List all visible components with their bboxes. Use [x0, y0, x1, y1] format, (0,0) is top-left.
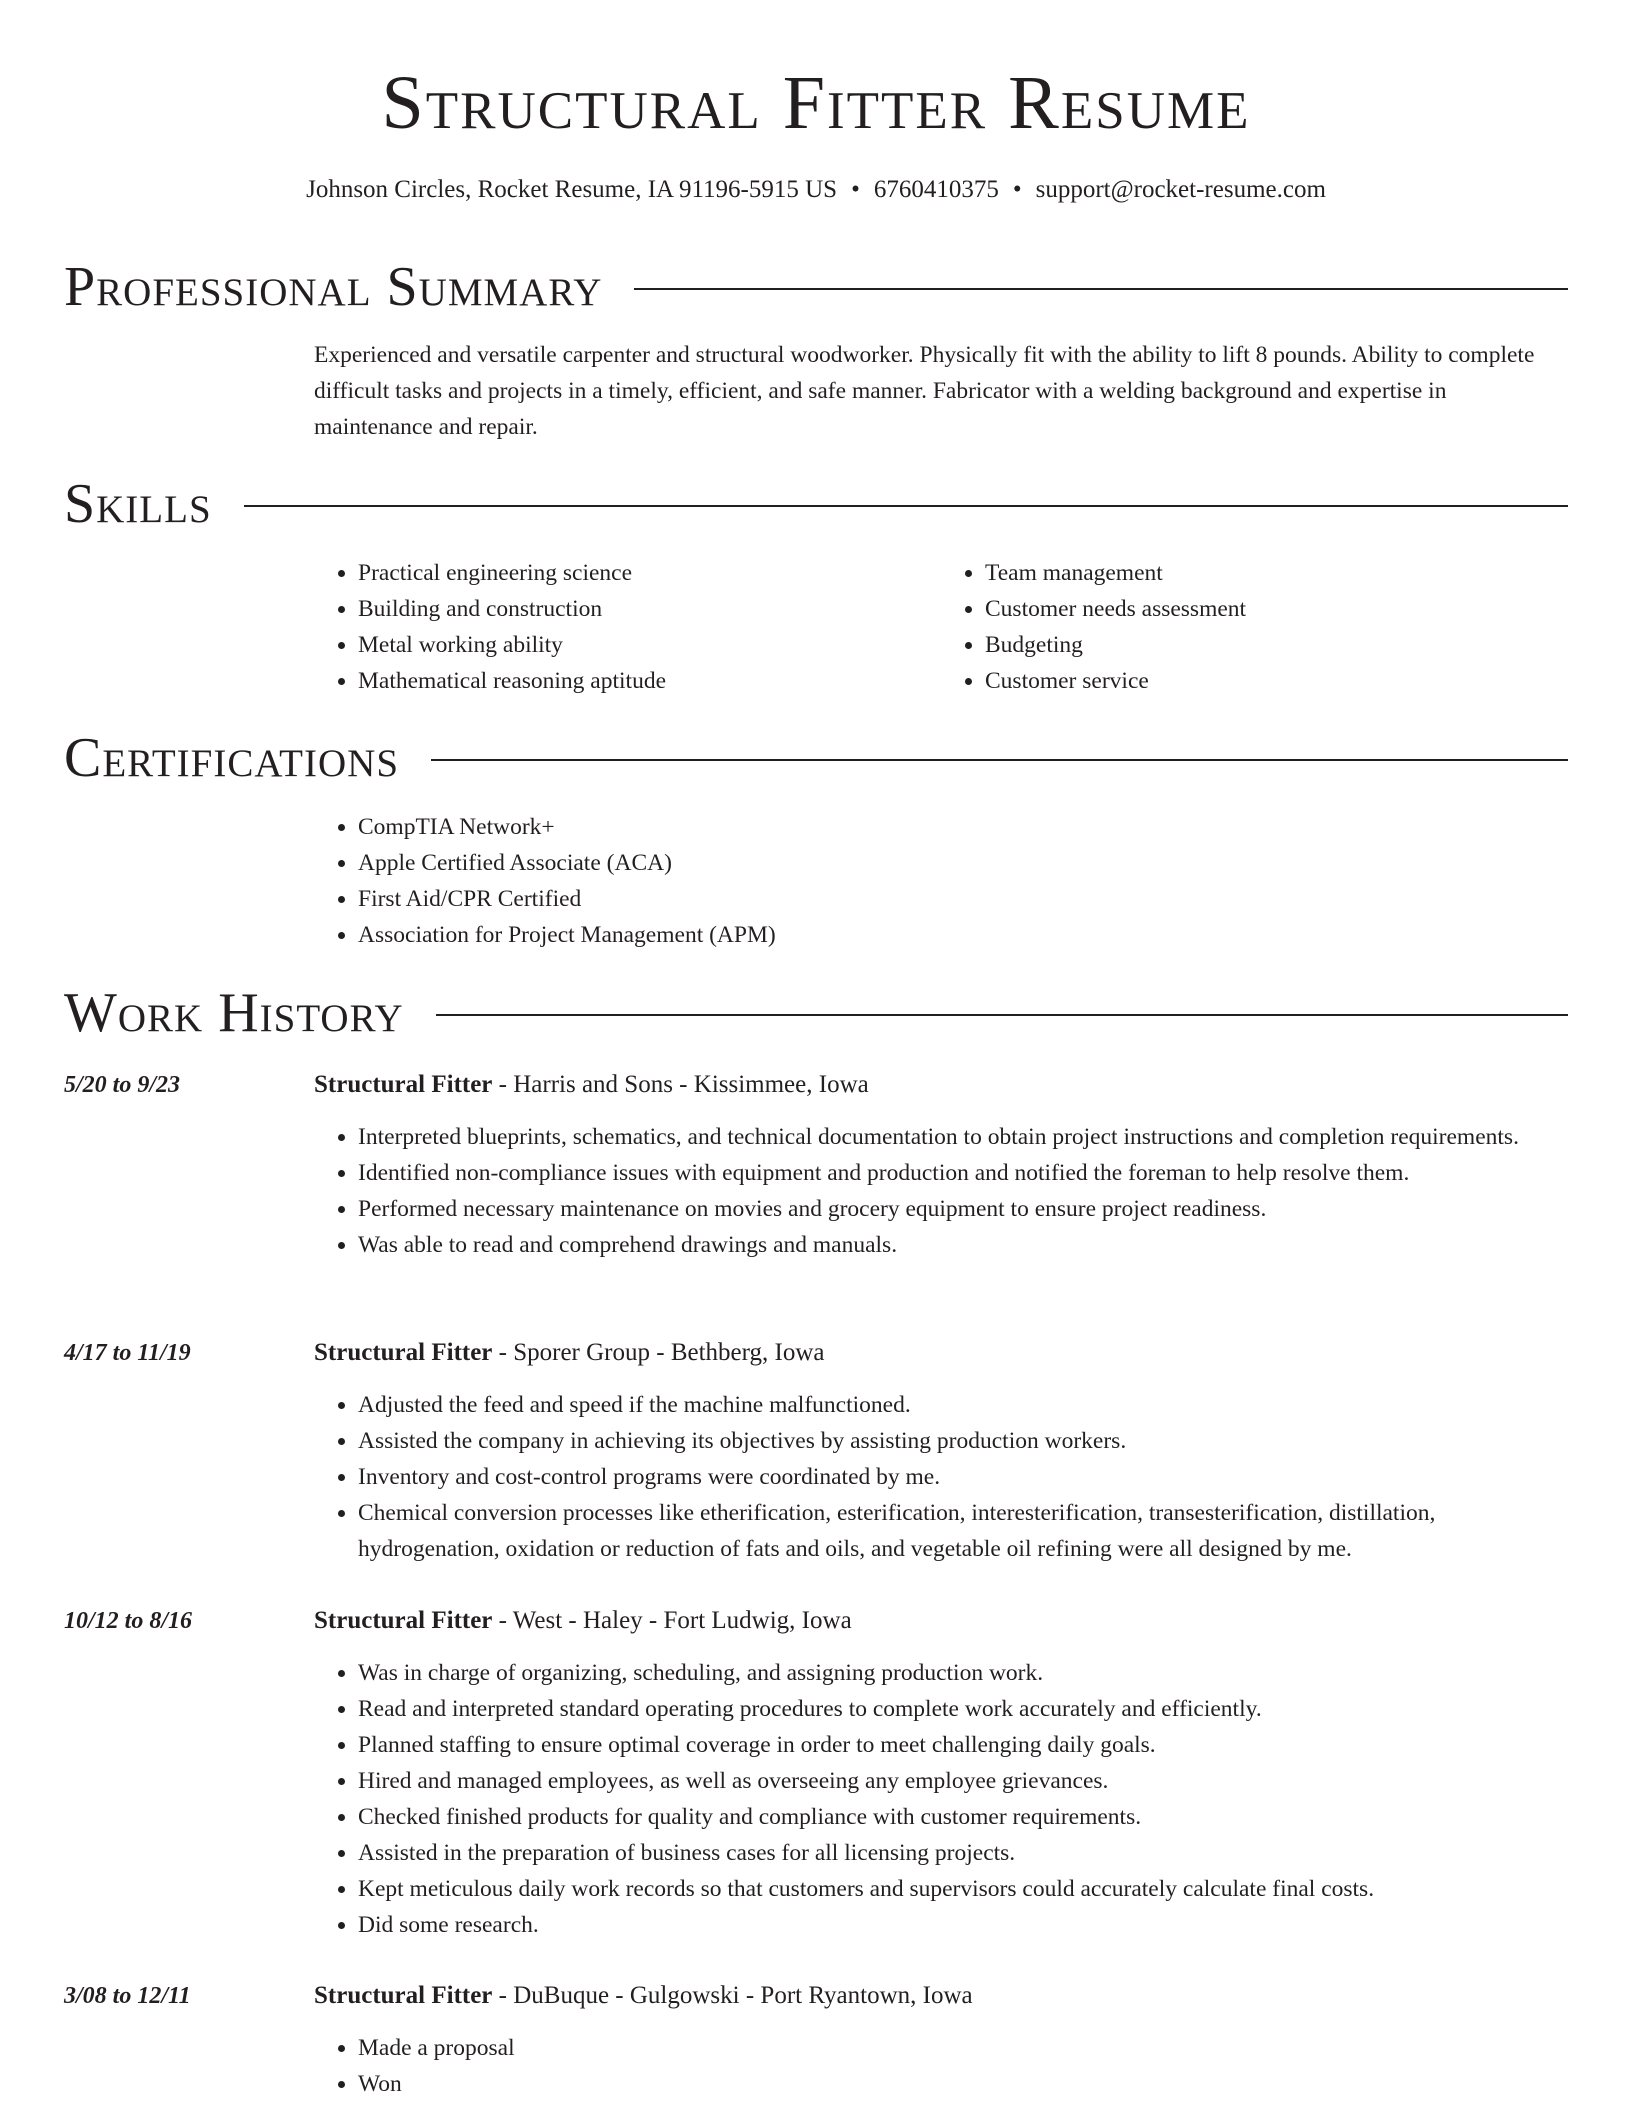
- summary-section-heading: [64, 254, 1568, 320]
- job-bullets: [314, 2030, 1568, 2102]
- skill-item: • Mathematical reasoning aptitude: [358, 663, 941, 699]
- skill-item: • Customer needs assessment: [985, 591, 1568, 627]
- job-bullet: • Chemical conversion processes like etherification, esterification, interesterification, transesterification, distillation, hydrogenation, oxidation or reduction of fats and oils, and vegetable oil refining were all designed by me.: [358, 1495, 1568, 1567]
- job-title: Structural Fitter: [314, 1607, 493, 1634]
- job-bullet: • Adjusted the feed and speed if the machine malfunctioned.: [358, 1387, 1568, 1423]
- job-bullet: • Read and interpreted standard operating procedures to complete work accurately and efficiently.: [358, 1691, 1568, 1727]
- job-bullet: • Identified non-compliance issues with equipment and production and notified the foreman to help resolve them.: [358, 1155, 1568, 1191]
- work-heading: Work History: [64, 982, 404, 1044]
- job-employer: - West - Haley - Fort Ludwig, Iowa: [492, 1607, 852, 1634]
- skill-item: • Team management: [985, 555, 1568, 591]
- skills-heading: Skills: [64, 473, 212, 535]
- job-bullet: • Inventory and cost-control programs were coordinated by me.: [358, 1459, 1568, 1495]
- job-bullet: • Assisted in the preparation of business cases for all licensing projects.: [358, 1835, 1568, 1871]
- job-dates: 3/08 to 12/11: [64, 1983, 191, 2009]
- contact-line: [0, 172, 1632, 208]
- job-title: Structural Fitter: [314, 1982, 493, 2009]
- job-title: Structural Fitter: [314, 1339, 493, 1366]
- job-bullet: • Performed necessary maintenance on movies and grocery equipment to ensure project readiness.: [358, 1191, 1568, 1227]
- certifications-items: [314, 809, 776, 953]
- summary-heading: Professional Summary: [64, 256, 603, 318]
- skill-item: • Metal working ability: [358, 627, 941, 663]
- certifications-section-heading: [64, 725, 1568, 791]
- job-employer: - Harris and Sons - Kissimmee, Iowa: [492, 1071, 869, 1098]
- job-bullet: • Kept meticulous daily work records so that customers and supervisors could accurately calculate final costs.: [358, 1871, 1568, 1907]
- certifications-list: [314, 809, 1568, 953]
- skills-column-left: [314, 555, 941, 699]
- skills-column-right: [941, 555, 1568, 699]
- job-title-line: [314, 1978, 1568, 2014]
- job-title-line: [314, 1603, 1568, 1639]
- job-bullet: • Did some research.: [358, 1907, 1568, 1943]
- certifications-heading: Certifications: [64, 727, 400, 789]
- skill-item: • Customer service: [985, 663, 1568, 699]
- job-title-line: [314, 1067, 1568, 1103]
- work-section-heading: [64, 980, 1568, 1046]
- skill-item: • Practical engineering science: [358, 555, 941, 591]
- separator: •: [1012, 176, 1022, 203]
- certification-item: • Association for Project Management (APM): [358, 917, 776, 953]
- section-divider: [634, 288, 1568, 290]
- job-bullet: • Hired and managed employees, as well as overseeing any employee grievances.: [358, 1763, 1568, 1799]
- summary-text: Experienced and versatile carpenter and structural woodworker. Physically fit with the ability to lift 8 pounds. Ability to complete difficult tasks and projects in a timely, efficient, and safe manner. Fabricator with a welding background and expertise in maintenance and repair.: [314, 342, 1535, 440]
- job-bullets: [314, 1387, 1568, 1567]
- job-bullet: • Made a proposal: [358, 2030, 1568, 2066]
- job-bullet: • Planned staffing to ensure optimal coverage in order to meet challenging daily goals.: [358, 1727, 1568, 1763]
- address: Johnson Circles, Rocket Resume, IA 91196-5915 US: [306, 176, 838, 203]
- section-divider: [436, 1014, 1568, 1016]
- job-bullet: • Checked finished products for quality and compliance with customer requirements.: [358, 1799, 1568, 1835]
- job-dates: 10/12 to 8/16: [64, 1608, 193, 1634]
- skills-section-heading: [64, 471, 1568, 537]
- skill-item: • Building and construction: [358, 591, 941, 627]
- job-bullet: • Was in charge of organizing, scheduling, and assigning production work.: [358, 1655, 1568, 1691]
- job-bullets: [314, 1655, 1568, 1943]
- section-divider: [431, 759, 1568, 761]
- job-bullets: [314, 1119, 1568, 1263]
- job-title-line: [314, 1335, 1568, 1371]
- email: support@rocket-resume.com: [1035, 176, 1326, 203]
- certification-item: • Apple Certified Associate (ACA): [358, 845, 776, 881]
- job-bullet: • Assisted the company in achieving its objectives by assisting production workers.: [358, 1423, 1568, 1459]
- job-title: Structural Fitter: [314, 1071, 493, 1098]
- certification-item: • CompTIA Network+: [358, 809, 776, 845]
- separator: •: [851, 176, 860, 203]
- job-dates: 4/17 to 11/19: [64, 1340, 191, 1366]
- phone: 6760410375: [873, 176, 999, 203]
- skill-item: • Budgeting: [985, 627, 1568, 663]
- job-bullet: • Was able to read and comprehend drawings and manuals.: [358, 1227, 1568, 1263]
- section-divider: [244, 505, 1568, 507]
- skills-list: [314, 555, 1568, 699]
- job-employer: - DuBuque - Gulgowski - Port Ryantown, Iowa: [492, 1982, 973, 2009]
- job-employer: - Sporer Group - Bethberg, Iowa: [492, 1339, 825, 1366]
- resume-title: Structural Fitter Resume: [381, 61, 1251, 145]
- job-bullet: • Won: [358, 2066, 1568, 2102]
- job-dates: 5/20 to 9/23: [64, 1072, 181, 1098]
- certification-item: • First Aid/CPR Certified: [358, 881, 776, 917]
- job-bullet: • Interpreted blueprints, schematics, and technical documentation to obtain project instructions and completion requirements.: [358, 1119, 1568, 1155]
